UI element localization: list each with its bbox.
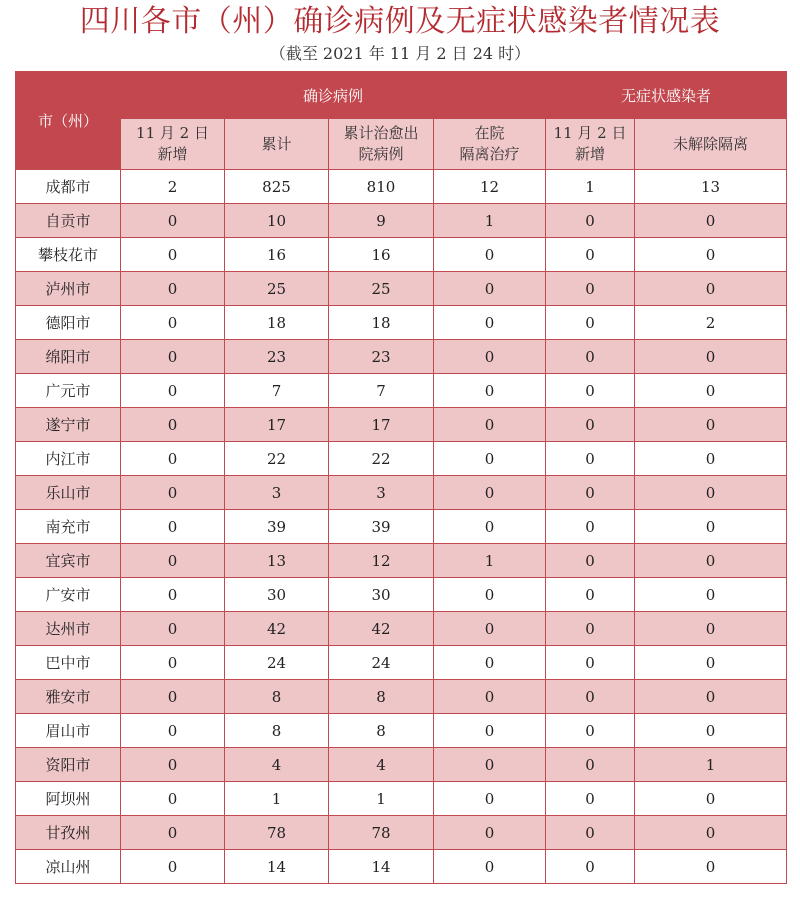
cell-confirmed-new: 0 — [121, 680, 225, 714]
cell-confirmed-new: 0 — [121, 374, 225, 408]
cell-confirmed-total: 39 — [225, 510, 329, 544]
cell-confirmed-total: 25 — [225, 272, 329, 306]
table-row — [16, 544, 787, 578]
cell-city: 内江市 — [16, 442, 121, 476]
cell-cured: 14 — [329, 850, 434, 884]
cell-cured: 17 — [329, 408, 434, 442]
header-cured — [329, 119, 434, 170]
cell-asym-new: 0 — [546, 340, 635, 374]
cell-cured: 12 — [329, 544, 434, 578]
cell-asym-new: 0 — [546, 612, 635, 646]
cell-city: 阿坝州 — [16, 782, 121, 816]
table-row — [16, 646, 787, 680]
cell-city: 眉山市 — [16, 714, 121, 748]
header-confirmed-new-line2: 新增 — [157, 145, 188, 163]
cell-asym-new: 0 — [546, 408, 635, 442]
cell-hospital: 0 — [434, 816, 546, 850]
cell-confirmed-total: 22 — [225, 442, 329, 476]
cell-asym-quarantine: 0 — [635, 850, 787, 884]
cell-cured: 7 — [329, 374, 434, 408]
table-row — [16, 408, 787, 442]
cell-city: 资阳市 — [16, 748, 121, 782]
table-row — [16, 612, 787, 646]
cell-asym-quarantine: 0 — [635, 714, 787, 748]
cell-confirmed-total: 7 — [225, 374, 329, 408]
cell-city: 德阳市 — [16, 306, 121, 340]
cell-confirmed-total: 8 — [225, 714, 329, 748]
header-asym-new — [546, 119, 635, 170]
table-row — [16, 374, 787, 408]
cell-cured: 16 — [329, 238, 434, 272]
cell-asym-quarantine: 0 — [635, 578, 787, 612]
cell-confirmed-total: 825 — [225, 170, 329, 204]
cell-confirmed-new: 0 — [121, 204, 225, 238]
cell-confirmed-new: 0 — [121, 238, 225, 272]
cell-confirmed-total: 78 — [225, 816, 329, 850]
cell-hospital: 0 — [434, 306, 546, 340]
header-asym-new-line2: 新增 — [575, 145, 606, 163]
cell-hospital: 1 — [434, 204, 546, 238]
cell-hospital: 0 — [434, 476, 546, 510]
table-row — [16, 748, 787, 782]
cell-hospital: 0 — [434, 442, 546, 476]
cell-confirmed-new: 0 — [121, 510, 225, 544]
cell-confirmed-new: 0 — [121, 748, 225, 782]
cell-hospital: 0 — [434, 714, 546, 748]
cell-cured: 8 — [329, 680, 434, 714]
cell-city: 巴中市 — [16, 646, 121, 680]
table-row — [16, 476, 787, 510]
table-row — [16, 850, 787, 884]
cell-confirmed-total: 1 — [225, 782, 329, 816]
cell-asym-quarantine: 0 — [635, 238, 787, 272]
cell-asym-quarantine: 0 — [635, 476, 787, 510]
cell-hospital: 1 — [434, 544, 546, 578]
cell-cured: 3 — [329, 476, 434, 510]
cell-hospital: 0 — [434, 850, 546, 884]
cell-asym-quarantine: 1 — [635, 748, 787, 782]
cell-hospital: 0 — [434, 272, 546, 306]
cell-asym-quarantine: 0 — [635, 612, 787, 646]
cell-asym-quarantine: 0 — [635, 442, 787, 476]
cell-asym-quarantine: 0 — [635, 816, 787, 850]
header-asymptomatic-group: 无症状感染者 — [546, 72, 787, 119]
table-row — [16, 238, 787, 272]
cell-asym-quarantine: 0 — [635, 408, 787, 442]
cell-hospital: 0 — [434, 646, 546, 680]
cell-asym-quarantine: 13 — [635, 170, 787, 204]
cell-confirmed-new: 0 — [121, 272, 225, 306]
table-row — [16, 204, 787, 238]
cell-city: 广安市 — [16, 578, 121, 612]
cell-cured: 23 — [329, 340, 434, 374]
header-hospital — [434, 119, 546, 170]
table-row — [16, 578, 787, 612]
table-row — [16, 714, 787, 748]
cell-asym-new: 0 — [546, 680, 635, 714]
cell-hospital: 0 — [434, 374, 546, 408]
cell-asym-new: 0 — [546, 272, 635, 306]
cell-hospital: 0 — [434, 578, 546, 612]
cell-city: 泸州市 — [16, 272, 121, 306]
cell-confirmed-new: 0 — [121, 612, 225, 646]
table-row — [16, 680, 787, 714]
cell-asym-quarantine: 0 — [635, 204, 787, 238]
cell-confirmed-new: 2 — [121, 170, 225, 204]
cell-confirmed-new: 0 — [121, 578, 225, 612]
cell-confirmed-new: 0 — [121, 408, 225, 442]
table-row — [16, 816, 787, 850]
cell-asym-new: 0 — [546, 442, 635, 476]
cell-asym-quarantine: 0 — [635, 510, 787, 544]
cell-asym-new: 1 — [546, 170, 635, 204]
table-row — [16, 442, 787, 476]
stats-table — [15, 71, 787, 884]
cell-asym-new: 0 — [546, 714, 635, 748]
table-row — [16, 510, 787, 544]
cell-cured: 810 — [329, 170, 434, 204]
cell-asym-quarantine: 0 — [635, 340, 787, 374]
cell-asym-new: 0 — [546, 782, 635, 816]
cell-city: 宜宾市 — [16, 544, 121, 578]
cell-confirmed-total: 13 — [225, 544, 329, 578]
cell-confirmed-new: 0 — [121, 782, 225, 816]
cell-confirmed-new: 0 — [121, 816, 225, 850]
cell-confirmed-total: 4 — [225, 748, 329, 782]
cell-hospital: 0 — [434, 238, 546, 272]
cell-confirmed-total: 23 — [225, 340, 329, 374]
cell-asym-new: 0 — [546, 578, 635, 612]
header-asym-new-line1: 11 月 2 日 — [553, 124, 627, 142]
cell-city: 成都市 — [16, 170, 121, 204]
cell-asym-quarantine: 0 — [635, 646, 787, 680]
cell-hospital: 0 — [434, 408, 546, 442]
cell-cured: 25 — [329, 272, 434, 306]
header-confirmed-new — [121, 119, 225, 170]
cell-cured: 24 — [329, 646, 434, 680]
cell-confirmed-total: 30 — [225, 578, 329, 612]
table-row — [16, 782, 787, 816]
cell-cured: 1 — [329, 782, 434, 816]
cell-cured: 30 — [329, 578, 434, 612]
cell-hospital: 12 — [434, 170, 546, 204]
cell-hospital: 0 — [434, 612, 546, 646]
cell-city: 雅安市 — [16, 680, 121, 714]
cell-asym-new: 0 — [546, 544, 635, 578]
cell-confirmed-new: 0 — [121, 476, 225, 510]
cell-hospital: 0 — [434, 748, 546, 782]
cell-confirmed-total: 10 — [225, 204, 329, 238]
header-hospital-line2: 隔离治疗 — [459, 145, 520, 163]
cell-city: 广元市 — [16, 374, 121, 408]
header-confirmed-group: 确诊病例 — [121, 72, 546, 119]
cell-city: 南充市 — [16, 510, 121, 544]
cell-city: 自贡市 — [16, 204, 121, 238]
page-subtitle: （截至 2021 年 11 月 2 日 24 时） — [269, 44, 531, 63]
cell-confirmed-total: 17 — [225, 408, 329, 442]
cell-cured: 4 — [329, 748, 434, 782]
header-asym-quarantine: 未解除隔离 — [635, 119, 787, 170]
cell-cured: 42 — [329, 612, 434, 646]
cell-asym-new: 0 — [546, 476, 635, 510]
cell-hospital: 0 — [434, 782, 546, 816]
cell-confirmed-new: 0 — [121, 340, 225, 374]
cell-confirmed-total: 8 — [225, 680, 329, 714]
header-city: 市（州） — [16, 72, 121, 170]
cell-cured: 78 — [329, 816, 434, 850]
table-row — [16, 340, 787, 374]
cell-city: 遂宁市 — [16, 408, 121, 442]
cell-confirmed-total: 14 — [225, 850, 329, 884]
cell-confirmed-new: 0 — [121, 714, 225, 748]
table-row — [16, 170, 787, 204]
table-header — [16, 72, 787, 170]
cell-asym-new: 0 — [546, 306, 635, 340]
cell-confirmed-new: 0 — [121, 544, 225, 578]
cell-asym-quarantine: 0 — [635, 374, 787, 408]
cell-city: 乐山市 — [16, 476, 121, 510]
cell-cured: 18 — [329, 306, 434, 340]
table-row — [16, 272, 787, 306]
cell-city: 凉山州 — [16, 850, 121, 884]
cell-confirmed-total: 42 — [225, 612, 329, 646]
cell-confirmed-new: 0 — [121, 646, 225, 680]
cell-asym-new: 0 — [546, 238, 635, 272]
cell-city: 攀枝花市 — [16, 238, 121, 272]
cell-city: 绵阳市 — [16, 340, 121, 374]
header-cured-line2: 院病例 — [358, 145, 404, 163]
cell-asym-new: 0 — [546, 374, 635, 408]
cell-hospital: 0 — [434, 680, 546, 714]
cell-asym-quarantine: 0 — [635, 544, 787, 578]
cell-asym-quarantine: 0 — [635, 272, 787, 306]
cell-confirmed-total: 16 — [225, 238, 329, 272]
table-row — [16, 306, 787, 340]
cell-confirmed-new: 0 — [121, 442, 225, 476]
header-cured-line1: 累计治愈出 — [343, 124, 419, 142]
cell-cured: 22 — [329, 442, 434, 476]
cell-confirmed-new: 0 — [121, 850, 225, 884]
cell-confirmed-total: 24 — [225, 646, 329, 680]
cell-asym-quarantine: 0 — [635, 782, 787, 816]
page-title: 四川各市（州）确诊病例及无症状感染者情况表 — [79, 4, 721, 39]
cell-hospital: 0 — [434, 510, 546, 544]
header-confirmed-total: 累计 — [225, 119, 329, 170]
cell-confirmed-total: 18 — [225, 306, 329, 340]
cell-confirmed-new: 0 — [121, 306, 225, 340]
header-hospital-line1: 在院 — [474, 124, 505, 142]
cell-asym-new: 0 — [546, 204, 635, 238]
cell-cured: 39 — [329, 510, 434, 544]
cell-asym-new: 0 — [546, 510, 635, 544]
cell-asym-new: 0 — [546, 646, 635, 680]
cell-hospital: 0 — [434, 340, 546, 374]
cell-asym-new: 0 — [546, 748, 635, 782]
cell-asym-quarantine: 2 — [635, 306, 787, 340]
cell-city: 甘孜州 — [16, 816, 121, 850]
cell-confirmed-total: 3 — [225, 476, 329, 510]
cell-asym-new: 0 — [546, 816, 635, 850]
cell-asym-new: 0 — [546, 850, 635, 884]
cell-cured: 9 — [329, 204, 434, 238]
table-body — [16, 170, 787, 884]
cell-asym-quarantine: 0 — [635, 680, 787, 714]
header-confirmed-new-line1: 11 月 2 日 — [136, 124, 209, 142]
cell-cured: 8 — [329, 714, 434, 748]
cell-city: 达州市 — [16, 612, 121, 646]
